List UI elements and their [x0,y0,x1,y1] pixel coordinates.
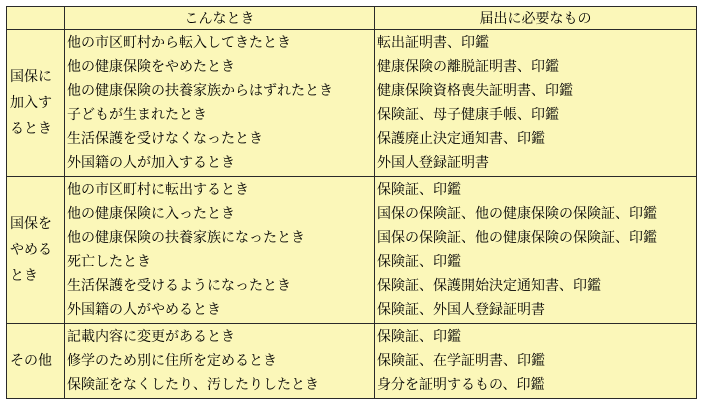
category-line: 国保に [10,69,52,85]
when-item: 死亡したとき [67,254,151,270]
document-item: 健康保険の離脱証明書、印鑑 [377,59,559,75]
when-item: 他の健康保険をやめたとき [67,59,235,75]
when-item: 修学のため別に住所を定めるとき [67,353,277,369]
when-item: 外国籍の人が加入するとき [67,155,235,171]
document-item: 健康保険資格喪失証明書、印鑑 [377,83,573,99]
section-join [7,30,697,177]
documents-cell [375,177,697,324]
document-item: 転出証明書、印鑑 [377,35,489,51]
category-line: とき [10,268,38,284]
document-item: 国保の保険証、他の健康保険の保険証、印鑑 [377,230,657,246]
document-item: 身分を証明するもの、印鑑 [377,377,545,393]
when-cell [65,177,375,324]
document-item: 国保の保険証、他の健康保険の保険証、印鑑 [377,206,657,222]
header-category [7,7,65,30]
document-item: 保険証、保護開始決定通知書、印鑑 [377,278,601,294]
when-item: 他の市区町村から転入してきたとき [67,35,291,51]
when-item: 外国籍の人がやめるとき [67,302,221,318]
when-item: 他の健康保険の扶養家族になったとき [67,230,305,246]
when-item: 子どもが生まれたとき [67,107,207,123]
document-item: 保険証、外国人登録証明書 [377,302,545,318]
category-line: るとき [10,121,52,137]
document-item: 保険証、在学証明書、印鑑 [377,353,545,369]
when-item: 生活保護を受けなくなったとき [67,131,263,147]
when-item: 記載内容に変更があるとき [67,329,235,345]
documents-cell [375,324,697,399]
when-item: 他の健康保険の扶養家族からはずれたとき [67,83,333,99]
when-cell [65,324,375,399]
category-other [7,324,65,399]
category-leave [7,177,65,324]
document-item: 保護廃止決定通知書、印鑑 [377,131,545,147]
section-other [7,324,697,399]
header-row [7,7,697,30]
documents-cell [375,30,697,177]
when-item: 保険証をなくしたり、汚したりしたとき [67,377,319,393]
header-documents: 届出に必要なもの [375,7,697,30]
section-leave [7,177,697,324]
category-join [7,30,65,177]
category-line: その他 [10,353,52,369]
document-item: 保険証、母子健康手帳、印鑑 [377,107,559,123]
document-item: 保険証、印鑑 [377,329,461,345]
header-when: こんなとき [65,7,375,30]
document-item: 保険証、印鑑 [377,182,461,198]
document-item: 外国人登録証明書 [377,155,489,171]
when-item: 他の市区町村に転出するとき [67,182,249,198]
category-line: 国保を [10,216,52,232]
when-cell [65,30,375,177]
when-item: 生活保護を受けるようになったとき [67,278,291,294]
when-item: 他の健康保険に入ったとき [67,206,235,222]
category-line: 加入す [10,95,52,111]
procedures-table [6,6,697,399]
document-item: 保険証、印鑑 [377,254,461,270]
category-line: やめる [10,242,52,258]
